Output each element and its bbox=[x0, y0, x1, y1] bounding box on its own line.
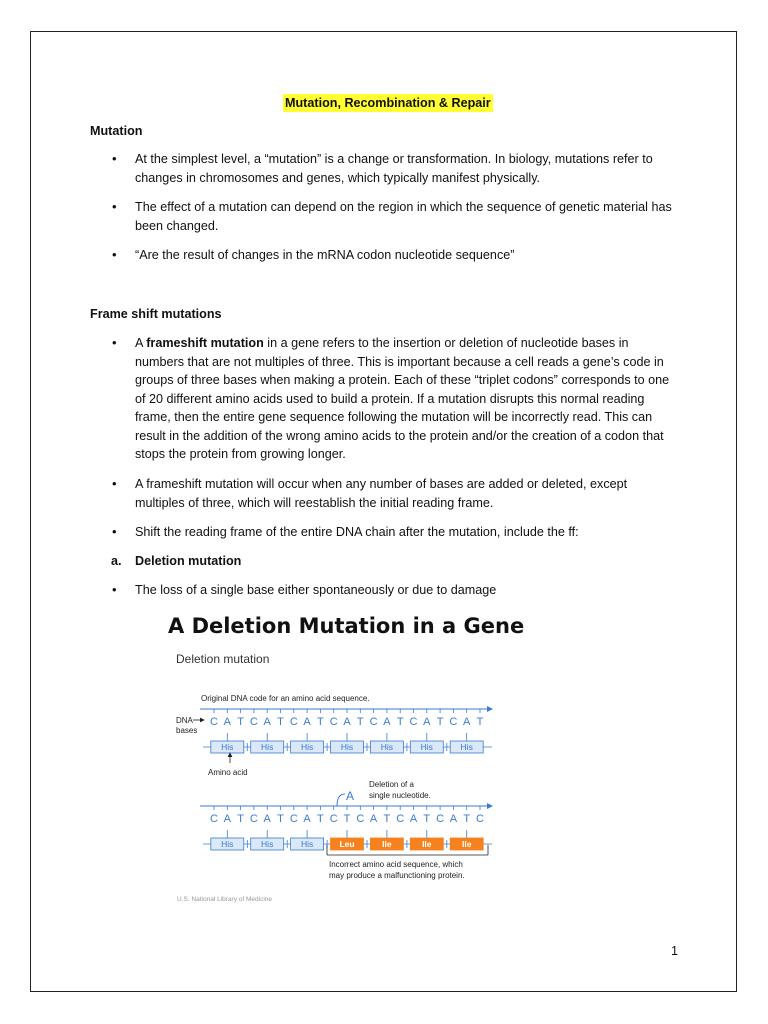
frameshift-bullet-2: A frameshift mutation will occur when any number of bases are added or deleted, except multiples of three, which will reestablish the initial reading frame. bbox=[135, 477, 628, 510]
amino-acid-label: His bbox=[261, 742, 274, 752]
mutation-bullet-2: The effect of a mutation can depend on the region in which the sequence of genetic material has been changed. bbox=[135, 200, 672, 233]
bullet-marker: • bbox=[112, 199, 117, 214]
dna-base: C bbox=[436, 813, 445, 825]
bullet-marker: • bbox=[112, 335, 117, 350]
bullet-marker: • bbox=[112, 247, 117, 262]
dna-base: T bbox=[356, 716, 364, 728]
frameshift-bullet-1 bbox=[135, 334, 675, 464]
dna-base: T bbox=[277, 813, 284, 825]
incorrect-caption-line-1: Incorrect amino acid sequence, which bbox=[329, 860, 463, 869]
frameshift-bullet-3: Shift the reading frame of the entire DNA chain after the mutation, include the ff: bbox=[135, 525, 579, 539]
dna-base: A bbox=[463, 716, 471, 728]
dna-base: A bbox=[423, 716, 431, 728]
frameshift-term: frameshift mutation bbox=[146, 336, 264, 350]
deletion-caption-line-1: Deletion of a bbox=[369, 780, 414, 789]
figure-title: A Deletion Mutation in a Gene bbox=[168, 614, 525, 638]
amino-acid-label: Ile bbox=[382, 839, 392, 849]
dna-base: T bbox=[343, 813, 351, 825]
dna-base: A bbox=[263, 716, 271, 728]
dna-base: C bbox=[396, 813, 405, 825]
dna-base: A bbox=[303, 813, 311, 825]
dna-base: T bbox=[317, 813, 324, 825]
dna-base: C bbox=[210, 716, 218, 728]
section-heading-frameshift: Frame shift mutations bbox=[90, 307, 222, 321]
incorrect-caption-line-2: may produce a malfunctioning protein. bbox=[329, 871, 465, 880]
bases-label: bases bbox=[176, 726, 198, 735]
amino-acid-label: His bbox=[221, 839, 234, 849]
mutation-bullet-3: “Are the result of changes in the mRNA codon nucleotide sequence” bbox=[135, 248, 515, 262]
dna-base: C bbox=[356, 813, 365, 825]
deletion-mutation-heading: Deletion mutation bbox=[135, 554, 242, 568]
dna-base: C bbox=[210, 813, 218, 825]
deleted-base: A bbox=[346, 789, 355, 803]
dna-base: C bbox=[249, 813, 258, 825]
dna-base: T bbox=[463, 813, 471, 825]
page-number: 1 bbox=[671, 944, 679, 958]
dna-base: A bbox=[449, 813, 458, 825]
section-heading-mutation: Mutation bbox=[90, 124, 143, 138]
figure-credit: U.S. National Library of Medicine bbox=[177, 896, 273, 903]
dna-base: C bbox=[329, 813, 338, 825]
dna-base: A bbox=[303, 716, 311, 728]
amino-acid-label: His bbox=[300, 839, 314, 849]
dna-base: A bbox=[383, 716, 391, 728]
amino-acid-label: His bbox=[380, 742, 394, 752]
frameshift-bullet-1-pre: A bbox=[135, 336, 147, 350]
sub-list-label-a: a. bbox=[111, 554, 122, 568]
amino-acid-label: Amino acid bbox=[208, 768, 248, 777]
dna-base: A bbox=[343, 716, 351, 728]
dna-base: C bbox=[249, 716, 258, 728]
dna-base: T bbox=[423, 813, 431, 825]
figure-subtitle: Deletion mutation bbox=[176, 652, 270, 666]
dna-base: T bbox=[317, 716, 324, 728]
amino-acid-label: His bbox=[300, 742, 314, 752]
dna-base: T bbox=[277, 716, 284, 728]
dna-base: T bbox=[383, 813, 391, 825]
dna-base: T bbox=[237, 813, 244, 825]
dna-base: C bbox=[409, 716, 418, 728]
mutation-bullet-1: At the simplest level, a “mutation” is a change or transformation. In biology, mutations refer to changes in chromosomes and genes, which typically manifest physically. bbox=[135, 152, 653, 185]
dna-base: T bbox=[237, 716, 244, 728]
amino-acid-label: Ile bbox=[422, 839, 432, 849]
document-title: Mutation, Recombination & Repair bbox=[285, 96, 491, 110]
dna-base: T bbox=[476, 716, 484, 728]
dna-base: C bbox=[289, 716, 298, 728]
amino-acid-label: His bbox=[420, 742, 433, 752]
dna-base: C bbox=[329, 716, 338, 728]
amino-acid-label: His bbox=[340, 742, 354, 752]
dna-base: C bbox=[369, 716, 378, 728]
bullet-marker: • bbox=[112, 524, 117, 539]
bullet-marker: • bbox=[112, 582, 117, 597]
dna-base: A bbox=[263, 813, 271, 825]
amino-acid-label: His bbox=[221, 742, 234, 752]
dna-label: DNA bbox=[176, 716, 193, 725]
frameshift-bullet-1-rest: in a gene refers to the insertion or deletion of nucleotide bases in numbers that are not multiples of three. This is important because a cell reads a gene’s code in groups of three bases when making a protein. Each of these “triplet codons” corresponds to one of 20 different amino acids used to build a protein. If a mutation disrupts this normal reading frame, then the entire gene sequence following the mutation will be incorrectly read. This can result in the addition of the wrong amino acids to the protein and/or the creation of a codon that stops the protein from growing longer. bbox=[135, 336, 670, 461]
bullet-marker: • bbox=[112, 476, 117, 491]
dna-base: A bbox=[223, 716, 231, 728]
deletion-mutation-figure bbox=[155, 608, 545, 930]
original-dna-caption: Original DNA code for an amino acid sequence. bbox=[201, 694, 370, 703]
dna-base: C bbox=[449, 716, 458, 728]
amino-acid-label: Ile bbox=[461, 839, 472, 849]
dna-diagram bbox=[155, 608, 545, 930]
deletion-caption-line-2: single nucleotide. bbox=[369, 791, 431, 800]
deletion-arrow bbox=[337, 794, 345, 806]
dna-base: T bbox=[436, 716, 444, 728]
dna-base: A bbox=[409, 813, 418, 825]
amino-acid-label: Leu bbox=[339, 839, 355, 849]
amino-acid-label: His bbox=[460, 742, 473, 752]
dna-base: T bbox=[396, 716, 404, 728]
bullet-marker: • bbox=[112, 151, 117, 166]
amino-acid-label: His bbox=[261, 839, 274, 849]
dna-base: C bbox=[476, 813, 484, 825]
dna-base: A bbox=[369, 813, 378, 825]
frameshift-bullet-4: The loss of a single base either spontaneously or due to damage bbox=[135, 583, 497, 597]
dna-base: C bbox=[289, 813, 298, 825]
dna-base: A bbox=[223, 813, 231, 825]
